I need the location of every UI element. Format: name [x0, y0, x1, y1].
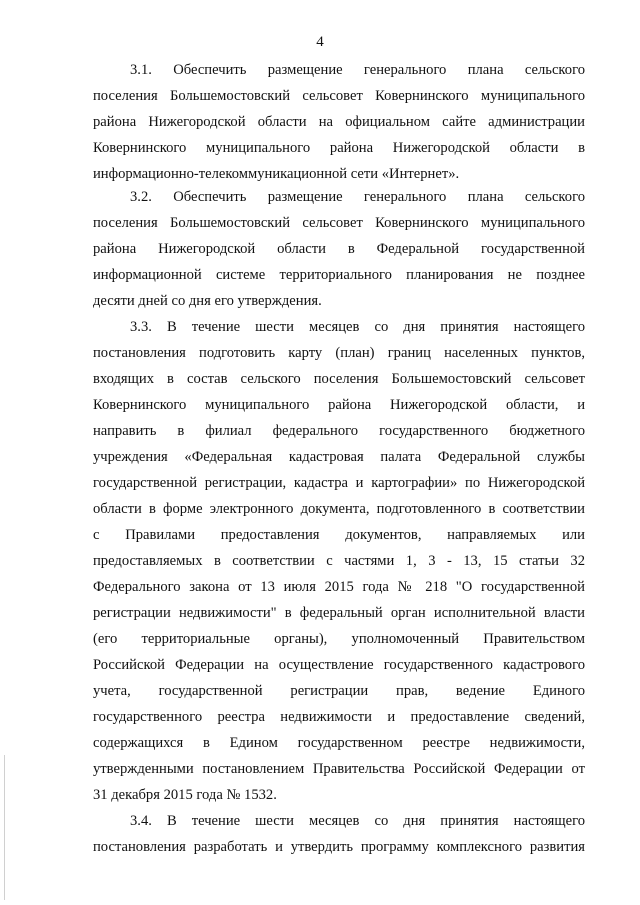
text-line: 3.1. Обеспечить размещение генерального плана сельского	[130, 62, 585, 78]
text-line: района Нижегородской области в Федеральной государственной	[93, 241, 585, 257]
text-line: области в форме электронного документа, подготовленного в соответствии	[93, 501, 585, 517]
text-line: десяти дней со дня его утверждения.	[93, 293, 322, 309]
text-line: с Правилами предоставления документов, направляемых или	[93, 527, 585, 543]
text-line: содержащихся в Едином государственном реестре недвижимости,	[93, 735, 585, 751]
text-line: поселения Большемостовский сельсовет Ковернинского муниципального	[93, 215, 585, 231]
text-line: предоставляемых в соответствии с частями 1, 3 - 13, 15 статьи 32	[93, 553, 585, 569]
text-line: постановления подготовить карту (план) границ населенных пунктов,	[93, 345, 585, 361]
text-line: регистрации недвижимости" в федеральный орган исполнительной власти	[93, 605, 585, 621]
text-line: Ковернинского муниципального района Нижегородской области в	[93, 140, 585, 156]
text-line: государственного реестра недвижимости и предоставление сведений,	[93, 709, 585, 725]
text-line: (его территориальные органы), уполномоченный Правительством	[93, 631, 585, 647]
text-line: постановления разработать и утвердить программу комплексного развития	[93, 839, 585, 855]
text-line: учета, государственной регистрации прав, ведение Единого	[93, 683, 585, 699]
scan-edge-shadow	[4, 755, 5, 900]
text-line: информационной системе территориального планирования не позднее	[93, 267, 585, 283]
text-line: учреждения «Федеральная кадастровая палата Федеральной службы	[93, 449, 585, 465]
text-line: Российской Федерации на осуществление государственного кадастрового	[93, 657, 585, 673]
text-line: 31 декабря 2015 года № 1532.	[93, 787, 277, 803]
page-number: 4	[316, 34, 324, 50]
text-line: 3.4. В течение шести месяцев со дня принятия настоящего	[130, 813, 585, 829]
text-line: поселения Большемостовский сельсовет Ковернинского муниципального	[93, 88, 585, 104]
text-line: информационно-телекоммуникационной сети «Интернет».	[93, 166, 460, 182]
text-line: 3.2. Обеспечить размещение генерального плана сельского	[130, 189, 585, 205]
text-line: входящих в состав сельского поселения Большемостовский сельсовет	[93, 371, 585, 387]
text-line: государственной регистрации, кадастра и картографии» по Нижегородской	[93, 475, 585, 491]
text-line: 3.3. В течение шести месяцев со дня принятия настоящего	[130, 319, 585, 335]
text-line: направить в филиал федерального государственного бюджетного	[93, 423, 585, 439]
text-line: утвержденными постановлением Правительства Российской Федерации от	[93, 761, 585, 777]
text-line: Федерального закона от 13 июля 2015 года № 218 "О государственной	[93, 579, 585, 595]
text-line: Ковернинского муниципального района Нижегородской области, и	[93, 397, 585, 413]
text-line: района Нижегородской области на официальном сайте администрации	[93, 114, 585, 130]
